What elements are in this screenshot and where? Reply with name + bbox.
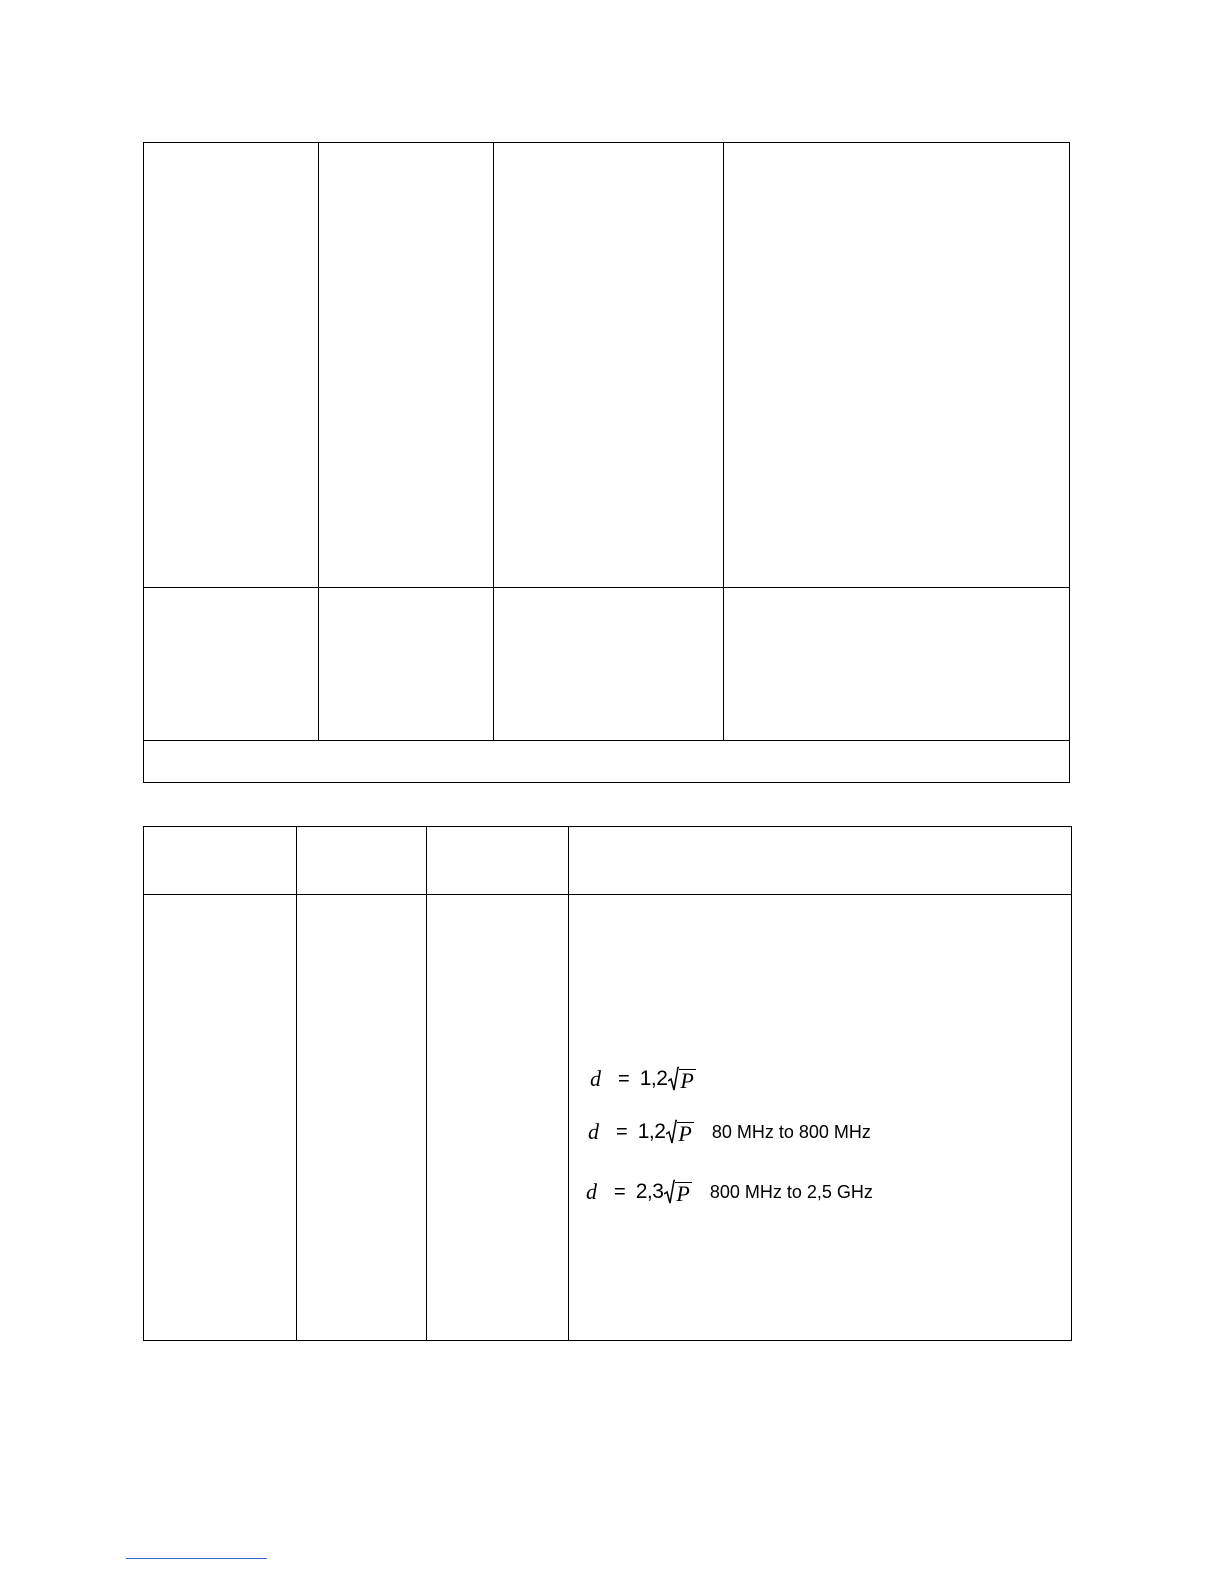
table-2-column-divider — [426, 826, 427, 1341]
table-2-header-divider — [143, 894, 1072, 895]
table-1-row-divider — [143, 587, 1070, 588]
square-root-icon — [664, 1179, 691, 1205]
table-2-top-border — [143, 826, 1072, 827]
formula-equals: = — [614, 1180, 626, 1203]
formula-radicand: P — [680, 1068, 694, 1093]
table-1-column-divider — [493, 142, 494, 741]
table-1-row-divider — [143, 740, 1070, 741]
separation-distance-formula — [590, 1062, 714, 1096]
table-2-left-border — [143, 826, 144, 1341]
square-root-icon — [666, 1119, 693, 1145]
formula-equals: = — [616, 1120, 628, 1143]
square-root-icon — [668, 1066, 695, 1092]
footnote-separator — [126, 1558, 267, 1559]
formula-equals: = — [618, 1067, 630, 1090]
formula-radicand: P — [678, 1121, 692, 1146]
separation-distance-formula — [586, 1175, 873, 1209]
table-1-left-border — [143, 142, 144, 783]
table-1-bottom-border — [143, 782, 1070, 783]
table-1-column-divider — [318, 142, 319, 741]
formula-variable: d — [590, 1066, 601, 1091]
formula-radicand: P — [676, 1181, 690, 1206]
table-2-column-divider — [568, 826, 569, 1341]
table-2-column-divider — [296, 826, 297, 1341]
formula-coefficient: 1,2 — [637, 1120, 666, 1143]
table-1-right-border — [1069, 142, 1070, 783]
formula-coefficient: 1,2 — [639, 1067, 668, 1090]
formula-frequency-range: 80 MHz to 800 MHz — [711, 1121, 871, 1142]
formula-variable: d — [588, 1119, 599, 1144]
table-2-bottom-border — [143, 1340, 1072, 1341]
table-1-top-border — [143, 142, 1070, 143]
separation-distance-formula — [588, 1115, 871, 1149]
formula-frequency-range: 800 MHz to 2,5 GHz — [709, 1181, 873, 1202]
table-1-column-divider — [723, 142, 724, 741]
formula-coefficient: 2,3 — [635, 1180, 664, 1203]
formula-variable: d — [586, 1179, 597, 1204]
table-2-right-border — [1071, 826, 1072, 1341]
